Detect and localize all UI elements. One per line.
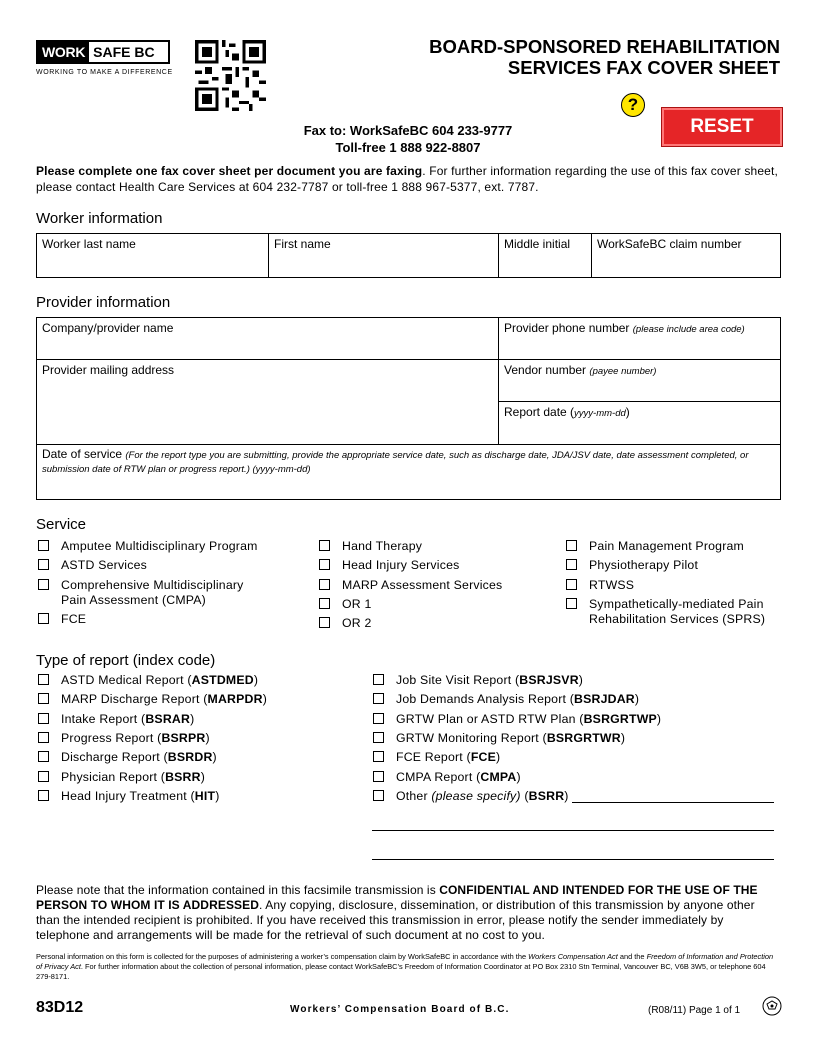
other-specify-line-3[interactable] — [372, 859, 774, 860]
checkbox-icon[interactable] — [373, 713, 384, 724]
checkbox-icon[interactable] — [38, 579, 49, 590]
worker-heading: Worker information — [36, 210, 163, 227]
report-label-other: Other (please specify) (BSRR) — [396, 789, 569, 803]
report-label: ASTD Medical Report (ASTDMED) — [61, 673, 259, 687]
middle-initial-field[interactable] — [499, 234, 592, 278]
provider-phone-field[interactable] — [499, 318, 781, 360]
board-name: Workers’ Compensation Board of B.C. — [290, 1004, 510, 1015]
vendor-number-label: Vendor number — [504, 363, 587, 377]
other-specify-line-2[interactable] — [372, 830, 774, 831]
checkbox-icon[interactable] — [373, 732, 384, 743]
middle-initial-label: Middle initial — [504, 237, 571, 251]
report-checkbox[interactable] — [373, 770, 521, 785]
service-checkbox[interactable] — [38, 612, 278, 627]
checkbox-icon[interactable] — [319, 559, 330, 570]
bc-seal-icon — [762, 996, 782, 1016]
checkbox-icon[interactable] — [566, 598, 577, 609]
report-checkbox[interactable] — [373, 673, 583, 688]
checkbox-icon[interactable] — [38, 732, 49, 743]
provider-heading: Provider information — [36, 294, 171, 311]
checkbox-icon[interactable] — [38, 751, 49, 762]
help-icon[interactable]: ? — [621, 93, 645, 117]
other-specify-input[interactable] — [572, 802, 774, 803]
checkbox-icon[interactable] — [373, 751, 384, 762]
service-checkbox[interactable] — [38, 578, 268, 608]
service-label: Amputee Multidisciplinary Program — [61, 539, 258, 553]
checkbox-icon[interactable] — [38, 559, 49, 570]
intro-text — [36, 163, 778, 195]
report-checkbox[interactable] — [38, 770, 205, 785]
report-label: Head Injury Treatment (HIT) — [61, 789, 220, 803]
first-name-label: First name — [274, 237, 331, 251]
first-name-field[interactable] — [269, 234, 499, 278]
title-line-1: BOARD-SPONSORED REHABILITATION — [429, 36, 780, 57]
report-label: Job Site Visit Report (BSRJSVR) — [396, 673, 584, 687]
service-checkbox[interactable] — [566, 597, 781, 627]
service-label: FCE — [61, 612, 87, 626]
title-line-2: SERVICES FAX COVER SHEET — [507, 57, 780, 78]
mailing-address-field[interactable] — [37, 360, 499, 445]
checkbox-icon[interactable] — [566, 579, 577, 590]
checkbox-icon[interactable] — [373, 693, 384, 704]
fax-number: Fax to: WorkSafeBC 604 233-9777 — [303, 123, 513, 138]
service-checkbox[interactable] — [38, 539, 278, 554]
reset-button[interactable]: RESET — [661, 107, 783, 147]
report-type-heading: Type of report (index code) — [36, 652, 216, 669]
report-checkbox[interactable] — [373, 731, 625, 746]
service-checkbox[interactable] — [566, 558, 781, 573]
report-checkbox[interactable] — [38, 789, 220, 804]
service-label: Head Injury Services — [342, 558, 460, 572]
service-checkbox[interactable] — [38, 558, 278, 573]
service-label: Sympathetically-mediated Pain Rehabilitation Services (SPRS) — [589, 597, 766, 626]
intro-bold: Please complete one fax cover sheet per document you are faxing — [36, 164, 423, 178]
form-title — [360, 36, 780, 78]
provider-phone-note: (please include area code) — [632, 324, 745, 335]
report-label: GRTW Plan or ASTD RTW Plan (BSRGRTWP) — [396, 712, 662, 726]
report-label: Progress Report (BSRPR) — [61, 731, 210, 745]
provider-phone-label: Provider phone number — [504, 321, 630, 335]
worker-last-name-label: Worker last name — [42, 237, 136, 251]
worker-last-name-field[interactable] — [37, 234, 269, 278]
logo-safe-text: SAFE BC — [93, 44, 155, 60]
checkbox-icon[interactable] — [319, 598, 330, 609]
service-label: OR 2 — [342, 616, 372, 630]
report-checkbox[interactable] — [373, 692, 639, 707]
service-checkbox[interactable] — [319, 597, 539, 612]
service-heading: Service — [36, 516, 87, 533]
claim-number-field[interactable] — [592, 234, 781, 278]
service-checkbox[interactable] — [319, 539, 539, 554]
report-label: Physician Report (BSRR) — [61, 770, 206, 784]
worker-table — [36, 233, 781, 278]
vendor-number-field[interactable] — [499, 360, 781, 402]
report-checkbox-other[interactable] — [373, 789, 569, 804]
checkbox-icon[interactable] — [38, 693, 49, 704]
service-label: Comprehensive Multidisciplinary Pain Assessment (CMPA) — [61, 578, 244, 607]
service-checkbox[interactable] — [319, 578, 539, 593]
report-checkbox[interactable] — [373, 712, 661, 727]
service-label: OR 1 — [342, 597, 372, 611]
report-label: GRTW Monitoring Report (BSRGRTWR) — [396, 731, 626, 745]
report-checkbox[interactable] — [38, 750, 217, 765]
checkbox-icon[interactable] — [373, 790, 384, 801]
checkbox-icon[interactable] — [38, 713, 49, 724]
checkbox-icon[interactable] — [319, 579, 330, 590]
service-label: ASTD Services — [61, 558, 147, 572]
checkbox-icon[interactable] — [373, 771, 384, 782]
confidentiality-notice: Please note that the information contained in this facsimile transmission is CONFIDENTIAL AND INTENDED FOR THE USE OF THE PERSON TO WHOM IT IS ADDRESSED. Any copying, disclosure, dissemination, or distribution of this transmission by anyone other than the intended recipient is prohibited. If you have received this transmission in error, please notify the sender immediately by telephone and arrangements will be made for the retrieval of such document at no cost to you. — [36, 883, 758, 942]
report-checkbox[interactable] — [38, 731, 210, 746]
logo-work-text: WORK — [38, 42, 89, 62]
checkbox-icon[interactable] — [373, 674, 384, 685]
provider-table — [36, 317, 781, 500]
date-of-service-field[interactable] — [37, 445, 781, 500]
service-label: Hand Therapy — [342, 539, 423, 553]
checkbox-icon[interactable] — [566, 540, 577, 551]
report-label: MARP Discharge Report (MARPDR) — [61, 692, 267, 706]
service-label: Pain Management Program — [589, 539, 744, 553]
checkbox-icon[interactable] — [319, 540, 330, 551]
checkbox-icon[interactable] — [38, 790, 49, 801]
checkbox-icon[interactable] — [319, 617, 330, 628]
vendor-number-note: (payee number) — [589, 366, 657, 377]
logo-tagline: WORKING TO MAKE A DIFFERENCE — [36, 69, 173, 76]
service-checkbox[interactable] — [566, 539, 781, 554]
report-date-label: Report date ( — [504, 405, 575, 419]
mailing-address-label: Provider mailing address — [42, 363, 175, 377]
revision-page: (R08/11) Page 1 of 1 — [648, 1005, 741, 1016]
report-checkbox[interactable] — [38, 673, 258, 688]
report-label: CMPA Report (CMPA) — [396, 770, 521, 784]
form-code: 83D12 — [36, 999, 84, 1016]
checkbox-icon[interactable] — [38, 674, 49, 685]
report-checkbox[interactable] — [38, 712, 194, 727]
report-label: FCE Report (FCE) — [396, 750, 501, 764]
barcode-icon — [195, 40, 266, 111]
service-checkbox[interactable] — [319, 616, 539, 631]
checkbox-icon[interactable] — [38, 613, 49, 624]
service-checkbox[interactable] — [566, 578, 781, 593]
checkbox-icon[interactable] — [38, 540, 49, 551]
report-label: Discharge Report (BSRDR) — [61, 750, 217, 764]
toll-free-number: Toll-free 1 888 922-8807 — [335, 140, 481, 155]
intro-rest: . For further information regarding the use of this fax cover sheet, please contact Health Care Services at 604 232-7787 or toll-free 1 888 967-5377, ext. 7787. — [36, 164, 778, 194]
company-name-label: Company/provider name — [42, 321, 174, 335]
date-of-service-note: (For the report type you are submitting, provide the appropriate service date, such as discharge date, JDA/JSV date, date assessment completed, or submission date of RTW plan or progress report.) (yyyy-mm-dd) — [42, 450, 749, 475]
company-name-field[interactable] — [37, 318, 499, 360]
report-checkbox[interactable] — [373, 750, 500, 765]
report-date-note: yyyy-mm-dd — [574, 408, 626, 419]
report-label: Job Demands Analysis Report (BSRJDAR) — [396, 692, 640, 706]
report-checkbox[interactable] — [38, 692, 267, 707]
service-label: MARP Assessment Services — [342, 578, 503, 592]
worksafebc-logo — [36, 40, 170, 64]
checkbox-icon[interactable] — [38, 771, 49, 782]
date-of-service-label: Date of service — [42, 447, 123, 461]
service-checkbox[interactable] — [319, 558, 539, 573]
privacy-notice: Personal information on this form is collected for the purposes of administering a worker’s compensation claim by WorkSafeBC in accordance with the Workers Compensation Act and the Freedom of Information and Protection of Privacy Act. For further information about the collection of personal information, please contact WorkSafeBC’s Freedom of Information Coordinator at PO Box 2310 Stn Terminal, Vancouver BC, V6B 3W5, or telephone 604 279-8171. — [36, 952, 774, 981]
service-label: Physiotherapy Pilot — [589, 558, 699, 572]
report-label: Intake Report (BSRAR) — [61, 712, 195, 726]
checkbox-icon[interactable] — [566, 559, 577, 570]
claim-number-label: WorkSafeBC claim number — [597, 237, 742, 251]
service-label: RTWSS — [589, 578, 635, 592]
report-date-field[interactable]: Report date (yyyy-mm-dd) — [499, 402, 781, 445]
